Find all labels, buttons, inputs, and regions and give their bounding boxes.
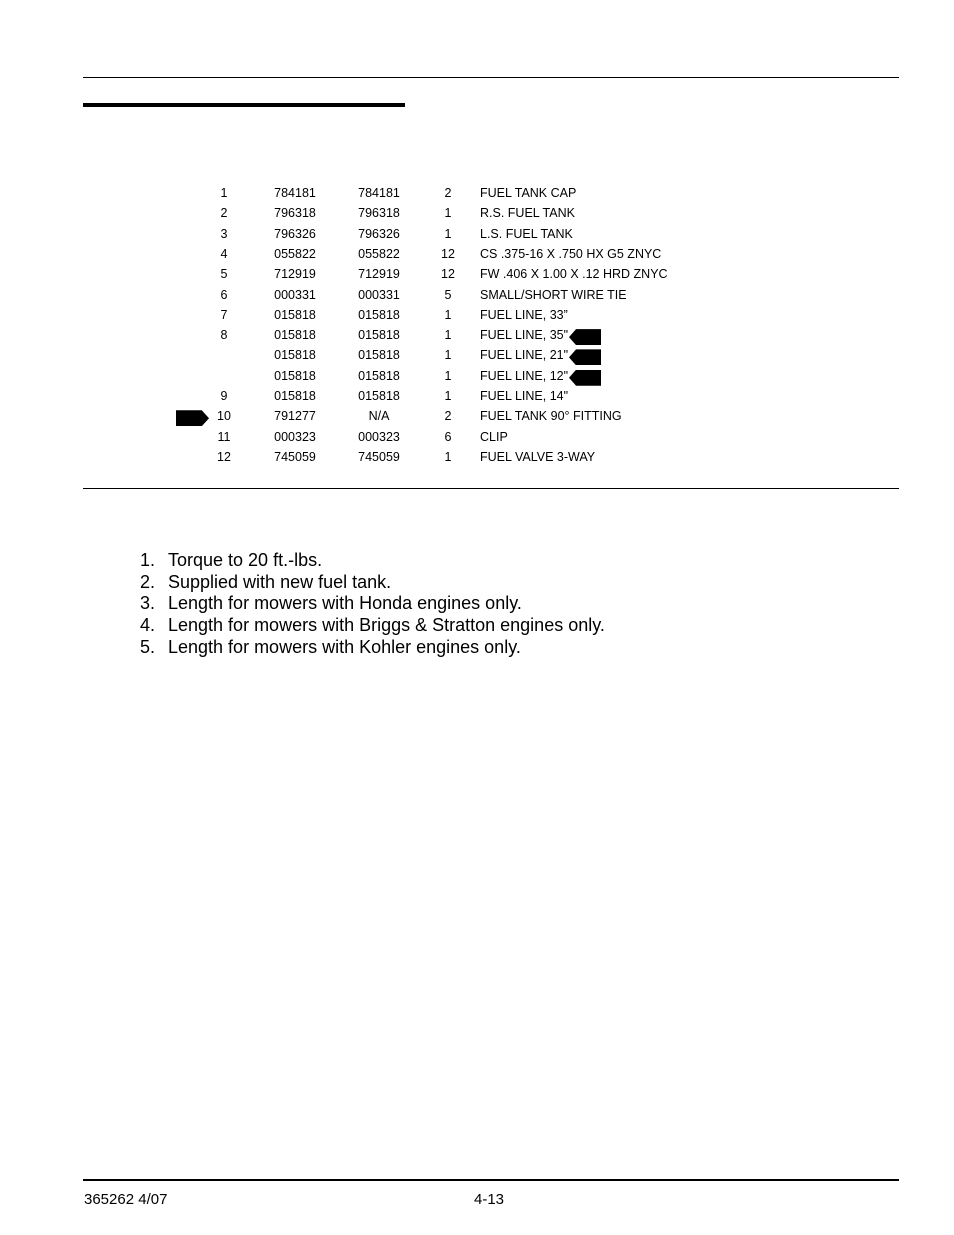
alt-part-number: 796326 [358,226,400,241]
table-row [0,307,954,327]
alt-part-number: 055822 [358,246,400,261]
ref-number: 12 [217,449,231,464]
ref-number: 9 [220,389,228,403]
ref-number: 6 [220,287,228,302]
quantity: 6 [444,429,452,444]
alt-part-number: 015818 [358,348,400,363]
table-row [0,347,954,367]
alt-part-number: 015818 [358,389,400,403]
description: FUEL LINE, 14" [480,389,569,403]
ref-number: 8 [220,328,228,343]
table-row [0,429,954,449]
description: CS .375-16 X .750 HX G5 ZNYC [480,246,662,261]
part-number: 015818 [274,328,316,343]
description: FW .406 X 1.00 X .12 HRD ZNYC [480,267,668,282]
alt-part-number: 796318 [358,206,400,221]
doc-number: 365262 4/07 [84,1191,168,1208]
quantity: 1 [444,348,452,363]
ref-number: 2 [220,206,228,221]
part-number: 015818 [274,368,316,383]
part-number: 015818 [274,389,316,403]
footer-rule [83,1179,899,1181]
ref-number: 1 [220,186,228,200]
quantity: 12 [441,267,455,282]
alt-part-number: 015818 [358,368,400,383]
note-number: 3. [140,593,156,614]
note-number: 4. [140,615,156,636]
alt-part-number: 000331 [358,287,400,302]
ref-number: 3 [220,226,228,241]
quantity: 12 [441,246,455,261]
note-number: 2. [140,571,156,592]
table-row [0,388,954,408]
ref-number: 4 [220,246,228,261]
note-text: Length for mowers with Kohler engines only. [168,636,521,657]
part-number: 015818 [274,307,316,322]
alt-part-number: 015818 [358,328,400,343]
table-row [0,266,954,286]
quantity: 2 [444,186,452,200]
table-row [0,408,954,428]
quantity: 2 [444,409,452,424]
quantity: 1 [444,307,452,322]
part-number: 712919 [274,267,316,282]
alt-part-number: 015818 [358,307,400,322]
quantity: 1 [444,389,452,403]
table-row [0,185,954,205]
table-row [0,246,954,266]
alt-part-number: 712919 [358,267,400,282]
description: FUEL TANK 90° FITTING [480,409,622,424]
quantity: 1 [444,368,452,383]
quantity: 1 [444,328,452,343]
section-divider [83,488,899,489]
table-row [0,368,954,388]
part-number: 015818 [274,348,316,363]
quantity: 1 [444,449,452,464]
description: FUEL LINE, 33” [480,307,568,322]
page-number: 4-13 [474,1191,505,1208]
table-row [0,226,954,246]
alt-part-number: 784181 [358,186,400,200]
alt-part-number: 745059 [358,449,400,464]
part-number: 745059 [274,449,316,464]
part-number: 055822 [274,246,316,261]
description: CLIP [480,429,508,444]
description: FUEL LINE, 21" [480,348,569,363]
description: L.S. FUEL TANK [480,226,573,241]
note-number: 5. [140,636,156,657]
description: FUEL VALVE 3-WAY [480,449,596,464]
part-number: 796326 [274,226,316,241]
ref-number: 11 [217,429,231,444]
table-row [0,327,954,347]
note-number: 1. [140,550,156,570]
table-row [0,205,954,225]
note-text: Length for mowers with Briggs & Stratton engines only. [168,615,605,636]
description: R.S. FUEL TANK [480,206,575,221]
description: FUEL LINE, 12" [480,368,569,383]
header-rule [83,77,899,78]
description: SMALL/SHORT WIRE TIE [480,287,627,302]
note-tag-icon [569,329,601,345]
table-row [0,287,954,307]
alt-part-number: 000323 [358,429,400,444]
note-tag-icon [569,349,601,365]
ref-number: 10 [217,409,231,424]
note-text: Supplied with new fuel tank. [168,571,392,592]
quantity: 5 [444,287,452,302]
description: FUEL TANK CAP [480,186,577,200]
part-number: 784181 [274,186,316,200]
note-text: Torque to 20 ft.-lbs. [168,550,323,570]
part-number: 000331 [274,287,316,302]
quantity: 1 [444,226,452,241]
alt-part-number: N/A [368,409,390,424]
part-number: 000323 [274,429,316,444]
part-number: 796318 [274,206,316,221]
part-number: 791277 [274,409,316,424]
title-rule [83,103,405,107]
note-tag-icon [569,370,601,386]
table-row [0,449,954,469]
quantity: 1 [444,206,452,221]
note-text: Length for mowers with Honda engines only. [168,593,522,614]
description: FUEL LINE, 35" [480,328,569,343]
ref-number: 5 [220,267,228,282]
ref-number: 7 [220,307,228,322]
